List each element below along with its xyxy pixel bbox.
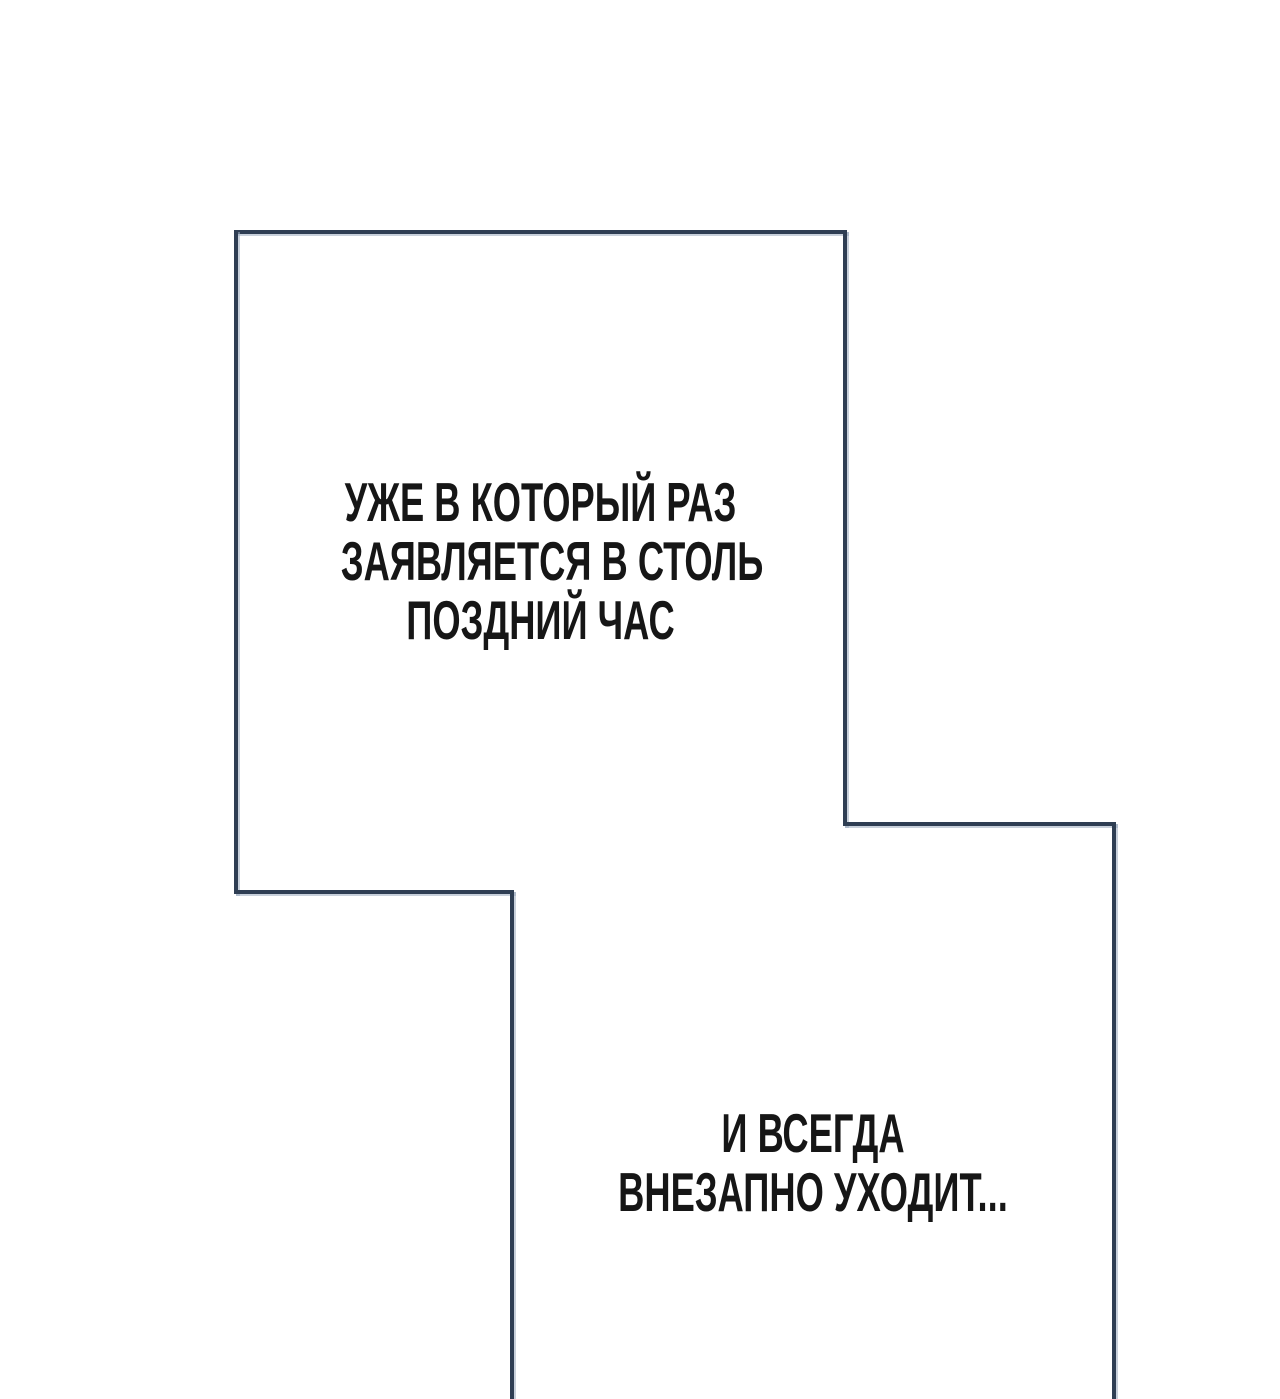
narration-line: ВНЕЗАПНО УХОДИТ... [618, 1161, 1008, 1223]
narration-caption-first [340, 471, 764, 651]
panel-border-step-left [234, 890, 514, 894]
narration-line: ЗАЯВЛЯЕТСЯ В СТОЛЬ [340, 530, 764, 592]
narration-line: ПОЗДНИЙ ЧАС [406, 589, 675, 651]
panel-border-left [234, 230, 238, 894]
panel-border-right-lower [1112, 822, 1116, 1399]
panel-border-step-right [843, 822, 1116, 826]
panel-border-right-upper [843, 230, 847, 826]
narration-line: УЖЕ В КОТОРЫЙ РАЗ [344, 471, 737, 533]
panel-border-left-lower [510, 890, 514, 1399]
panel-border-top [234, 230, 847, 234]
narration-line: И ВСЕГДА [721, 1102, 905, 1164]
narration-caption-second [616, 1104, 1011, 1222]
